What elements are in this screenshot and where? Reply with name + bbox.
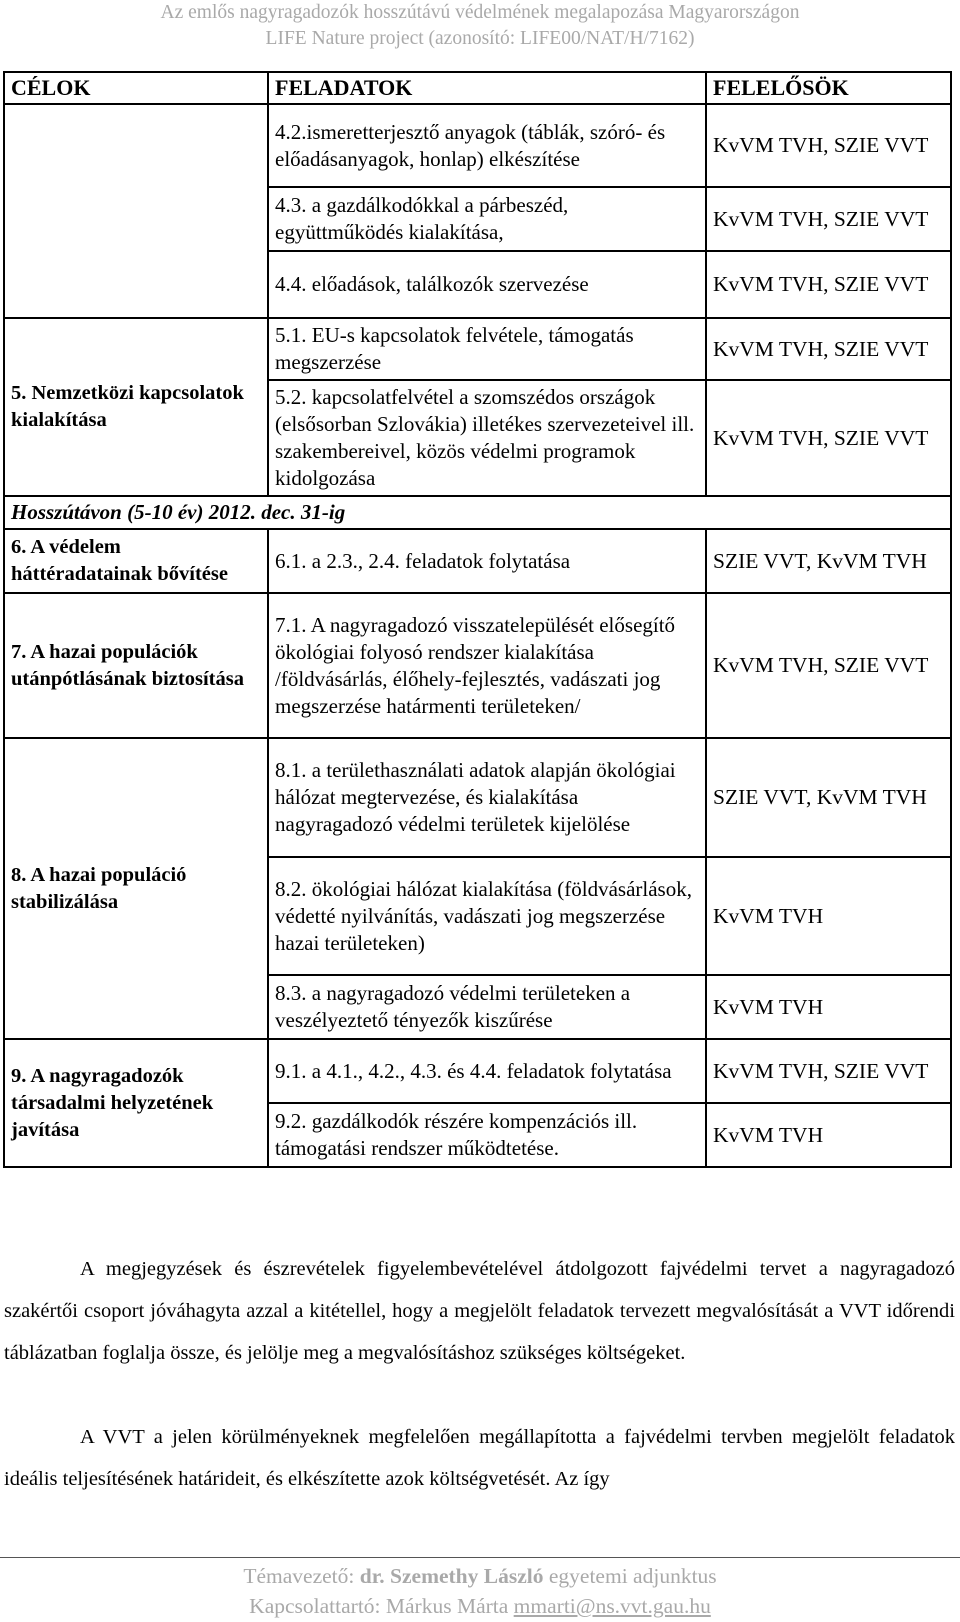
table-row	[4, 318, 951, 380]
column-header-owners: FELELŐSÖK	[706, 72, 951, 104]
owner-cell: SZIE VVT, KvVM TVH	[706, 738, 951, 857]
owner-cell: SZIE VVT, KvVM TVH	[706, 529, 951, 593]
header-project-id: LIFE Nature project (azonosító: LIFE00/NAT/H/7162)	[265, 28, 695, 49]
owner-cell: KvVM TVH	[706, 975, 951, 1039]
task-cell: 9.1. a 4.1., 4.2., 4.3. és 4.4. feladatok folytatása	[268, 1039, 706, 1103]
period-row	[4, 496, 951, 529]
footer-supervisor-label: Témavezető:	[243, 1564, 355, 1588]
owner-cell: KvVM TVH, SZIE VVT	[706, 593, 951, 738]
owner-cell: KvVM TVH	[706, 1103, 951, 1167]
task-cell: 7.1. A nagyragadozó visszatelepülését elősegítő ökológiai folyosó rendszer kialakítása /földvásárlás, élőhely-fejlesztés, vadászati jog megszerzése határmenti területeken/	[268, 593, 706, 738]
goal-cell: 9. A nagyragadozók társadalmi helyzetének javítása	[4, 1039, 268, 1167]
footer-supervisor-line	[0, 1562, 960, 1590]
tasks-table	[3, 71, 952, 1168]
owner-cell: KvVM TVH, SZIE VVT	[706, 187, 951, 251]
table-header-row	[4, 72, 951, 104]
goal-cell: 8. A hazai populáció stabilizálása	[4, 738, 268, 1039]
footer-contact-email-link[interactable]: mmarti@ns.vvt.gau.hu	[513, 1594, 711, 1618]
column-header-goals: CÉLOK	[4, 72, 268, 104]
task-cell: 5.1. EU-s kapcsolatok felvétele, támogatás megszerzése	[268, 318, 706, 380]
table-row	[4, 104, 951, 187]
task-cell: 8.1. a területhasználati adatok alapján ökológiai hálózat megtervezése, és kialakítása nagyragadozó védelmi területek kijelölése	[268, 738, 706, 857]
task-cell: 6.1. a 2.3., 2.4. feladatok folytatása	[268, 529, 706, 593]
goal-cell: 7. A hazai populációk utánpótlásának biztosítása	[4, 593, 268, 738]
task-cell: 8.3. a nagyragadozó védelmi területeken a veszélyeztető tényezők kiszűrése	[268, 975, 706, 1039]
task-cell: 4.4. előadások, találkozók szervezése	[268, 251, 706, 318]
table-row	[4, 529, 951, 593]
task-cell: 9.2. gazdálkodók részére kompenzációs ill. támogatási rendszer működtetése.	[268, 1103, 706, 1167]
body-paragraph-1: A megjegyzések és észrevételek figyelembevételével átdolgozott fajvédelmi tervet a nagyragadozó szakértői csoport jóváhagyta azzal a kitétellel, hogy a megjelölt feladatok tervezett megvalósítását a VVT időrendi táblázatban foglalja össze, és jelölje meg a megvalósításhoz szükséges költségeket.	[4, 1258, 955, 1364]
owner-cell: KvVM TVH, SZIE VVT	[706, 251, 951, 318]
owner-cell: KvVM TVH, SZIE VVT	[706, 1039, 951, 1103]
goal-cell: 6. A védelem háttéradatainak bővítése	[4, 529, 268, 593]
footer-contact-line	[0, 1592, 960, 1620]
footer-contact-label: Kapcsolattartó: Márkus Márta	[249, 1594, 509, 1618]
table-row	[4, 593, 951, 738]
footer-divider	[0, 1557, 960, 1558]
owner-cell: KvVM TVH, SZIE VVT	[706, 318, 951, 380]
task-cell: 5.2. kapcsolatfelvétel a szomszédos országok (elsősorban Szlovákia) illetékes szervezeteivel ill. szakembereivel, közös védelmi programok kidolgozása	[268, 380, 706, 496]
table-row	[4, 1039, 951, 1103]
goal-cell-empty	[4, 104, 268, 318]
header-title: Az emlős nagyragadozók hosszútávú védelmének megalapozása Magyarországon	[160, 2, 800, 23]
owner-cell: KvVM TVH, SZIE VVT	[706, 104, 951, 187]
footer-supervisor-name: dr. Szemethy László	[359, 1564, 544, 1588]
owner-cell: KvVM TVH	[706, 857, 951, 975]
goal-cell: 5. Nemzetközi kapcsolatok kialakítása	[4, 318, 268, 496]
footer-supervisor-title: egyetemi adjunktus	[548, 1564, 717, 1588]
task-cell: 4.3. a gazdálkodókkal a párbeszéd, együttműködés kialakítása,	[268, 187, 706, 251]
owner-cell: KvVM TVH, SZIE VVT	[706, 380, 951, 496]
task-cell: 8.2. ökológiai hálózat kialakítása (földvásárlások, védetté nyilvánítás, vadászati jog megszerzése hazai területeken)	[268, 857, 706, 975]
body-paragraph-2: A VVT a jelen körülményeknek megfelelően megállapította a fajvédelmi tervben megjelölt feladatok ideális teljesítésének határideit, és elkészítette azok költségvetését. Az így	[4, 1426, 955, 1490]
task-cell: 4.2.ismeretterjesztő anyagok (táblák, szóró- és előadásanyagok, honlap) elkészítése	[268, 104, 706, 187]
column-header-tasks: FELADATOK	[268, 72, 706, 104]
period-label: Hosszútávon (5-10 év) 2012. dec. 31-ig	[4, 496, 951, 529]
table-row	[4, 738, 951, 857]
